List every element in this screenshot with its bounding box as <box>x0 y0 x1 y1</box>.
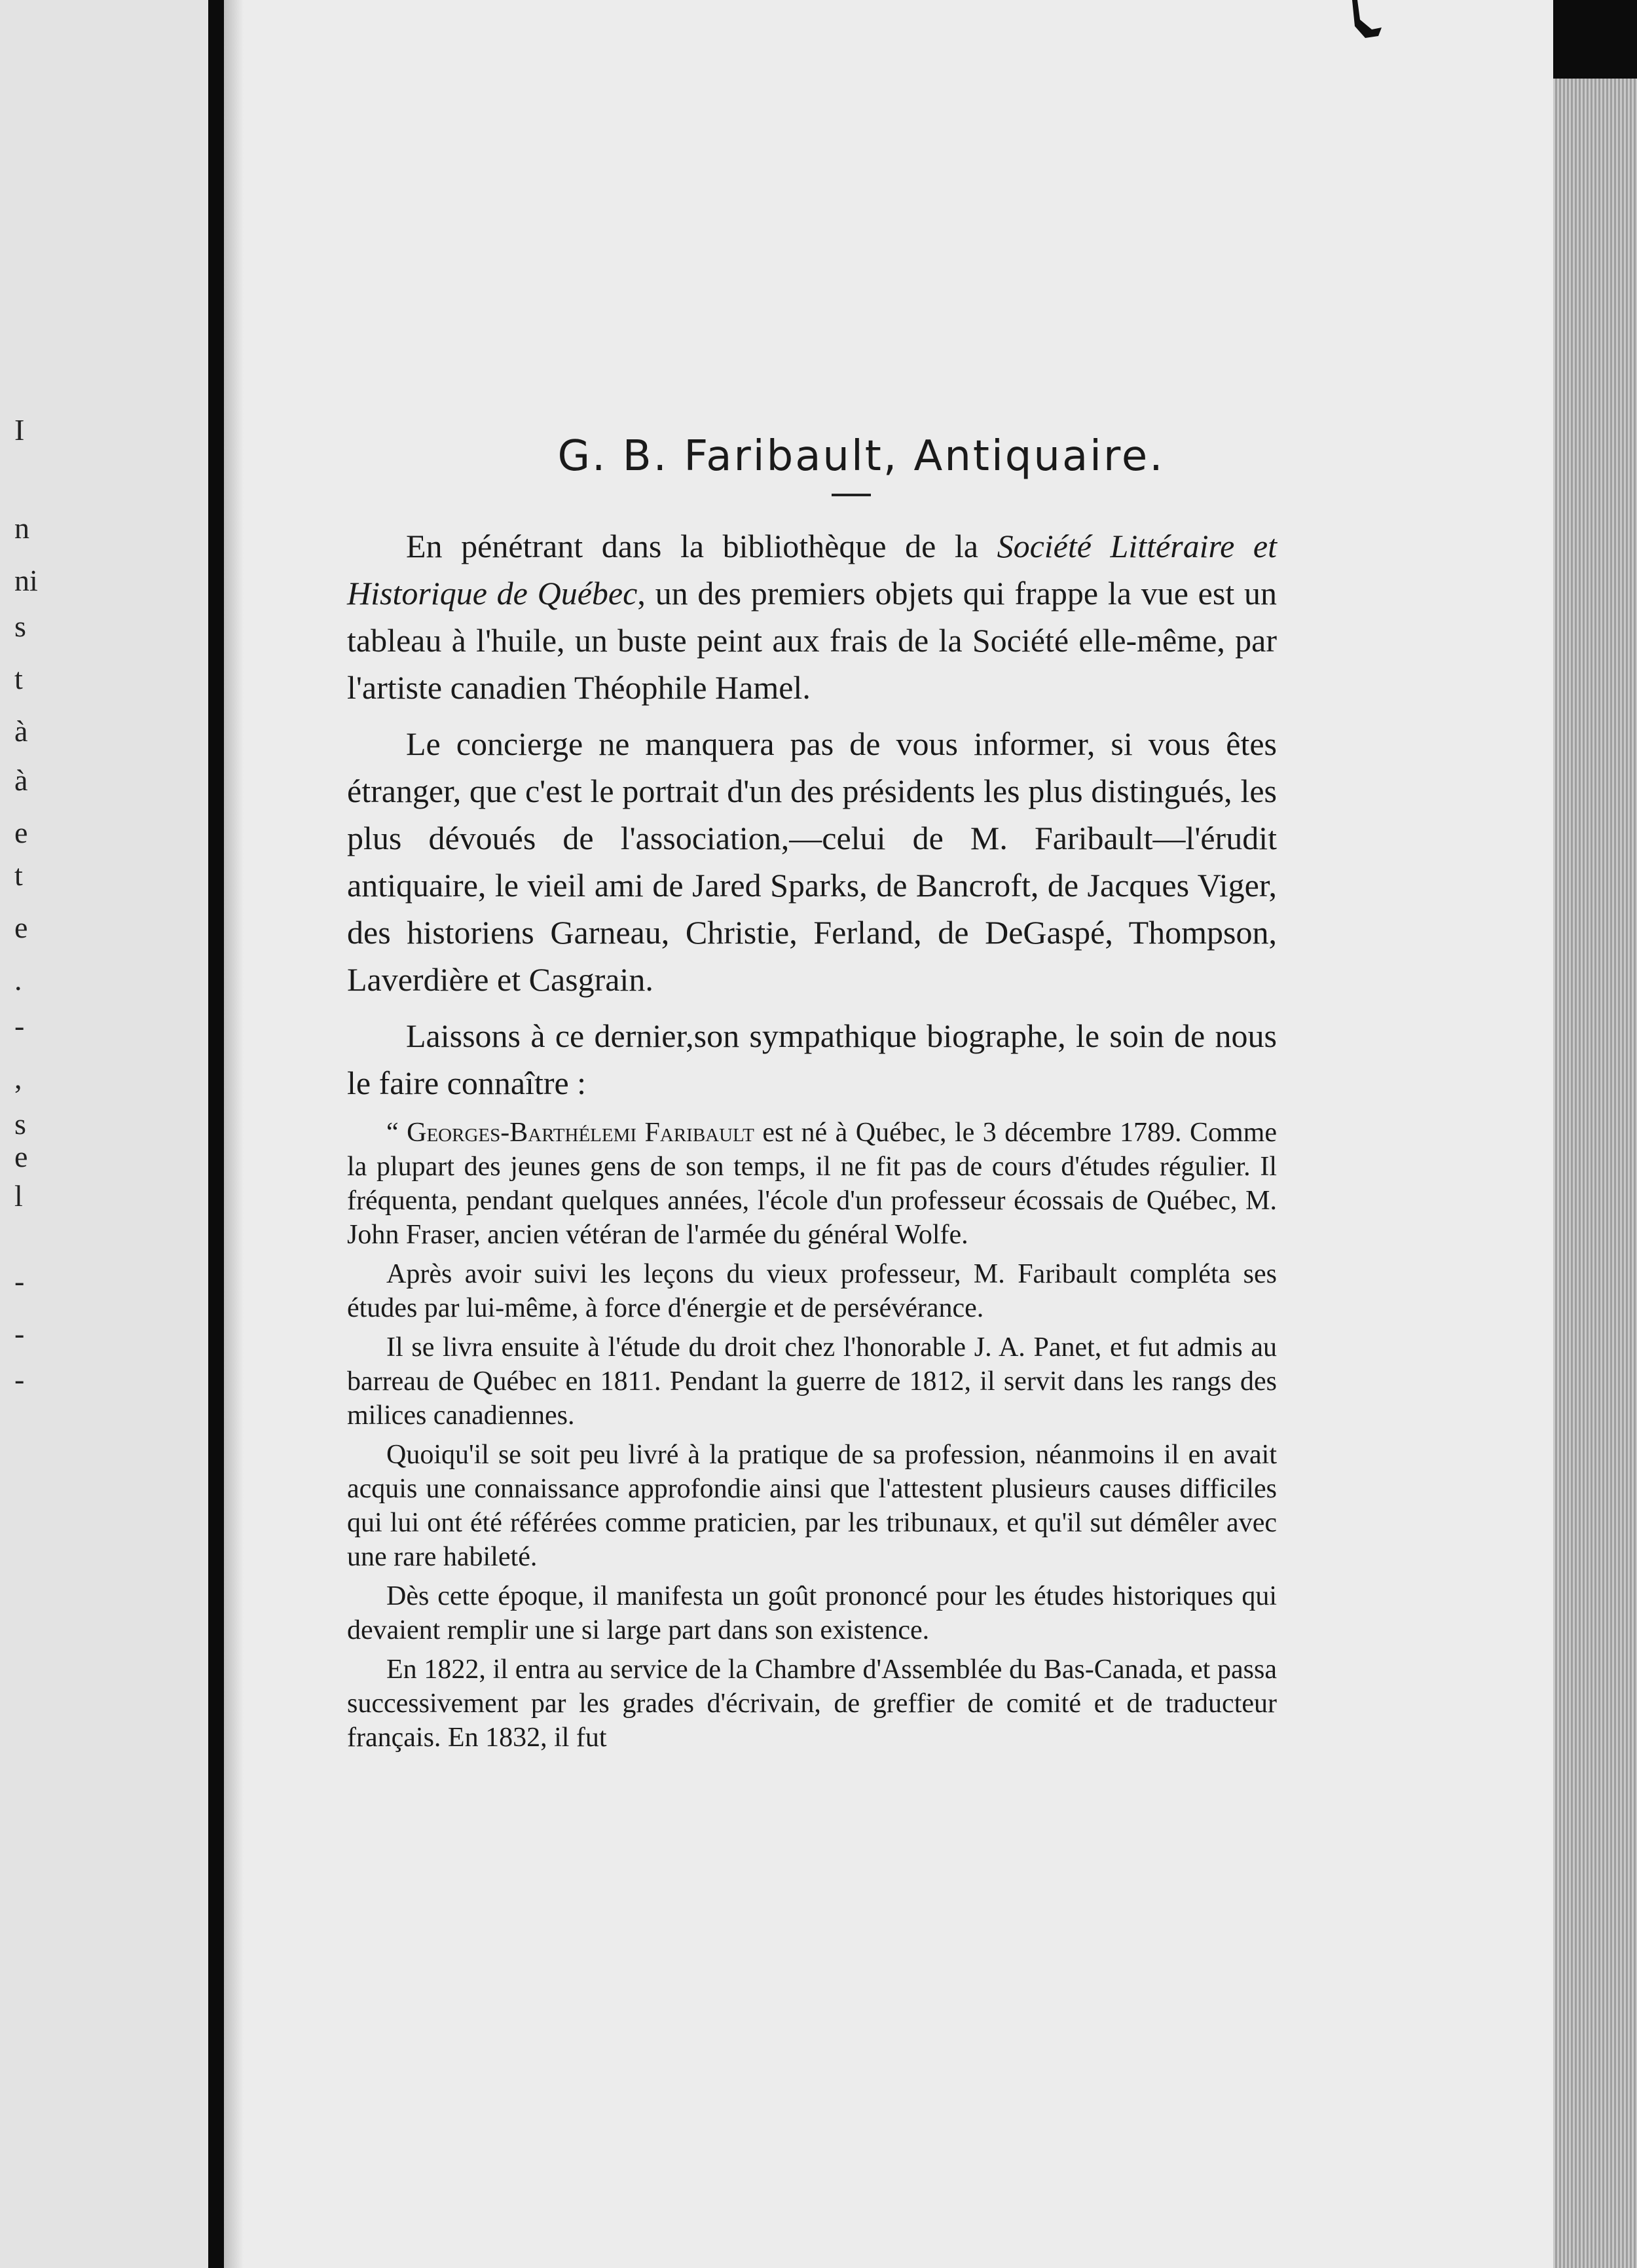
gutter-shadow <box>224 0 244 2268</box>
left-page-fragment: s <box>14 610 26 643</box>
quote-paragraph-4: Quoiqu'il se soit peu livré à la pratique de sa profession, néanmoins il en avait acquis une connaissance approfondie ainsi que l'attestent plusieurs causes difficiles qui lui ont été référées comme praticien, par les tribunaux, et qu'il sut démêler avec une rare habileté. <box>347 1440 1277 1572</box>
left-page-fragment: I <box>14 413 25 447</box>
corner-mark-icon <box>1346 0 1385 46</box>
paragraph-2: Le concierge ne manquera pas de vous informer, si vous êtes étranger, que c'est le portrait d'un des présidents les plus distingués, les plus dévoués de l'association,—celui de M. Faribault—l'érudit antiquaire, le vieil ami de Jared Sparks, de Bancroft, de Jacques Viger, des historiens Garneau, Christie, Ferland, de DeGaspé, Thompson, Laverdière et Casgrain. <box>347 725 1277 998</box>
left-page-fragment: - <box>14 1317 25 1350</box>
paragraph-3: Laissons à ce dernier,son sympathique biographe, le soin de nous le faire connaître : <box>347 1017 1277 1101</box>
book-gutter <box>208 0 224 2268</box>
left-page-fragment: , <box>14 1061 22 1095</box>
left-page-fragment: e <box>14 816 28 849</box>
quote-paragraph-2: Après avoir suivi les leçons du vieux professeur, M. Faribault compléta ses études par lui-même, à force d'énergie et de persévérance. <box>347 1259 1277 1323</box>
page-title: G. B. Faribault, Antiquaire. <box>557 432 1165 481</box>
left-page-fragment: à <box>14 714 28 748</box>
book-page-edges <box>1553 79 1637 2268</box>
left-page-fragment: n <box>14 511 29 545</box>
left-page-fragment: s <box>14 1107 26 1141</box>
left-page-fragment: à <box>14 763 28 797</box>
quote-paragraph-6: En 1822, il entra au service de la Chambre d'Assemblée du Bas-Canada, et passa successivement par les grades d'écrivain, de greffier de comité et de traducteur français. En 1832, il fut <box>347 1655 1277 1753</box>
page-edge-top <box>1553 0 1637 79</box>
paragraph-1-part-3: , un des premiers objets qui frappe la vue est un tableau à l'huile, un buste peint aux frais de la Société elle-même, par l'artiste canadien Théophile Hamel. <box>347 575 1277 706</box>
paragraph-1-part-1: En pénétrant dans la bibliothèque de la <box>406 528 997 564</box>
left-page-fragment: l <box>14 1179 23 1213</box>
left-page-fragment: e <box>14 911 28 944</box>
quote-paragraph-1-text: est né à Québec, le 3 décembre 1789. Comme la plupart des jeunes gens de son temps, il ne fit pas de cours d'études régulier. Il fréquenta, pendant quelques années, l'école d'un professeur écossais de Québec, M. John Fraser, ancien vétéran de l'armée du général Wolfe. <box>347 1118 1277 1250</box>
paragraph-1 <box>347 522 1277 711</box>
quote-opening-name: “ Georges-Barthélemi Faribault <box>386 1118 754 1148</box>
paragraph-1-society-name: Société Littéraire et Historique de Québec <box>347 528 1278 612</box>
quote-paragraph-3: Il se livra ensuite à l'étude du droit chez l'honorable J. A. Panet, et fut admis au barreau de Québec en 1811. Pendant la guerre de 1812, il servit dans les rangs des milices canadiennes. <box>347 1332 1277 1431</box>
left-page-fragment: t <box>14 858 23 892</box>
left-page-fragment: - <box>14 1264 25 1298</box>
left-page-fragment: . <box>14 963 22 997</box>
quote-paragraph-1 <box>347 1116 1277 1252</box>
left-page-fragment: - <box>14 1363 25 1396</box>
left-page-fragment: e <box>14 1140 28 1173</box>
left-page-fragment: - <box>14 1009 25 1042</box>
title-rule <box>832 494 871 496</box>
text-column <box>347 432 1277 1760</box>
left-page-fragment: t <box>14 662 23 695</box>
left-page-fragment: ni <box>14 564 38 597</box>
quote-paragraph-5: Dès cette époque, il manifesta un goût prononcé pour les études historiques qui devaient remplir une si large part dans son existence. <box>347 1581 1277 1645</box>
